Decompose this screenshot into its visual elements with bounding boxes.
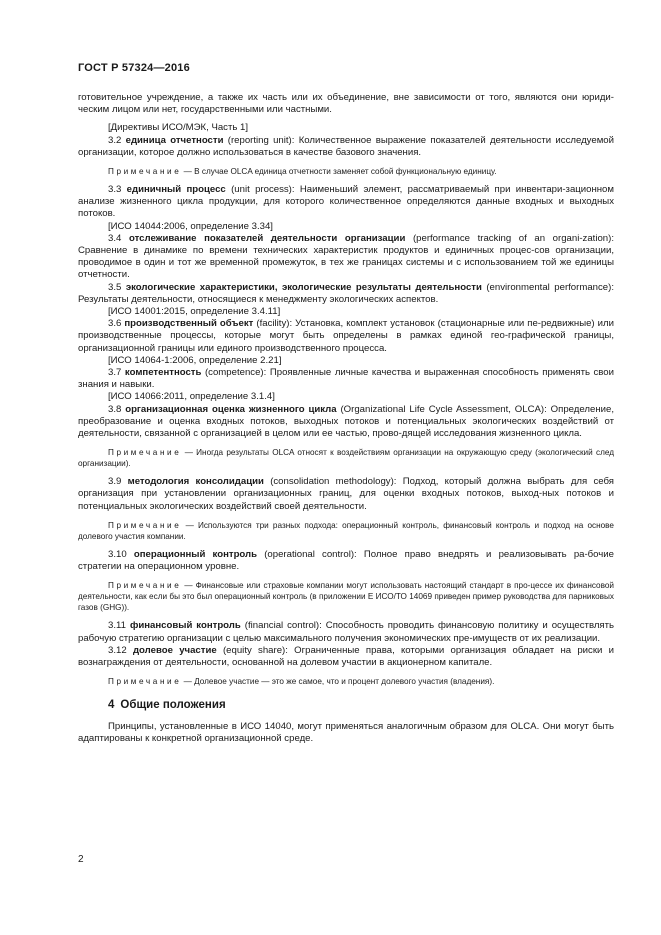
term-definition: Подход, который должна выбрать для себя организация при установлении организационных границ, для оценки входных потоков, выход-ных потоков и потенциальных экологических воздействий своей деятельности. (78, 476, 614, 512)
section-title: Общие положения (120, 699, 226, 712)
note-text: — Финансовые или страховые компании могут использовать настоящий стандарт в про-цессе их финансовой деятельности, как если бы это был операционный контроль (в приложении Е ИСО/ТО 14069 приведен пример руководства для парниковых газов (GHG)). (78, 581, 614, 613)
section-paragraph: Принципы, установленные в ИСО 14040, могут применяться аналогичным образом для OLCA. Они могут быть адаптированы к конкретной организационной среде. (78, 721, 614, 745)
note-label: Примечание (108, 581, 182, 591)
term-entry (78, 620, 614, 644)
term-definition: Установка, комплект установок (стационарные или пе-редвижные) или производственные процессы, которые могут быть определены в рамках единой гео-графической границы, организационной границы или единого производственного процесса. (78, 318, 614, 354)
page-number: 2 (78, 854, 84, 865)
reference-line: [Директивы ИСО/МЭК, Часть 1] (108, 122, 249, 134)
term-name: производственный объект (124, 318, 254, 330)
term-english: (Organizational Life Cycle Assessment, OLCA): (340, 403, 547, 415)
note-label: Примечание (108, 677, 182, 687)
term-entry (78, 404, 614, 441)
term-name: методология консолидации (127, 476, 264, 488)
term-definition: Полное право внедрять и реализовывать ра-бочие стратегии на операционном уровне. (78, 548, 614, 573)
term-number: 3.3 (108, 184, 122, 196)
term-entry (78, 233, 614, 282)
term-english: (operational control): (264, 548, 357, 560)
note-label: Примечание (108, 448, 182, 458)
term-definition: Способность проводить финансовую политику и осуществлять рабочую стратегию организации с целью максимального получения экономических пре-имуществ от их реализации. (78, 620, 615, 644)
term-number: 3.2 (108, 134, 122, 146)
term-number: 3.7 (108, 367, 122, 379)
term-name: экологические характеристики, экологические результаты деятельности (125, 281, 482, 293)
term-name: единичный процесс (126, 184, 226, 196)
term-entry (78, 476, 614, 513)
term-name: финансовый контроль (129, 620, 241, 632)
intro-paragraph: готовительное учреждение, а также их часть или их объединение, вне зависимости от того, являются они юриди-ческим лицом или нет, государственными или частными. (78, 92, 614, 116)
section-number: 4 (108, 699, 115, 712)
term-entry (78, 549, 614, 573)
document-body (78, 92, 614, 746)
reference-line: [ИСО 14001:2015, определение 3.4.11] (108, 306, 281, 318)
note (78, 676, 614, 687)
term-english: (reporting unit): (227, 134, 295, 146)
term-name: организационная оценка жизненного цикла (125, 403, 337, 415)
term-name: единица отчетности (125, 134, 224, 146)
term-entry (78, 645, 614, 669)
note (78, 580, 614, 613)
note-label: Примечание (108, 520, 182, 530)
note (78, 447, 614, 469)
note-text: — Долевое участие — это же самое, что и процент долевого участия (владения). (183, 677, 495, 687)
term-entry (78, 184, 614, 221)
term-definition: Определение, преобразование и оценка входных потоков, выходных потоков и потенциальных экологических воздействий от деятельности, связанной с организацией в целом или ее частью, прово-дящей исследования жизненного цикла. (78, 403, 614, 440)
term-entry (78, 282, 614, 306)
term-definition: Количественное выражение показателей деятельности исследуемой организации, которое должно использоваться в качестве базового значения. (78, 134, 614, 158)
term-definition: Ограниченные права, которыми организация обладает на риски и вознаграждения от деятельности, основанной на долевом участии в акционерном капитале. (78, 644, 615, 668)
reference-line: [ИСО 14044:2006, определение 3.34] (108, 220, 273, 232)
term-definition: Проявленные личные качества и выраженная способность применять свои знания и навыки. (78, 367, 614, 391)
note-text: — В случае OLCA единица отчетности заменяет собой функциональную единицу. (183, 167, 497, 177)
term-english: (competence): (204, 367, 267, 379)
term-number: 3.11 (108, 620, 126, 632)
note-text: — Иногда результаты OLCA относят к воздействиям организации на окружающую среду (экологический след организации). (78, 448, 614, 469)
term-definition: Наименьший элемент, рассматриваемый при инвентари-зационном анализе жизненного цикла продукции, для которого количественное определяются данные входных и выходных потоков. (78, 184, 614, 220)
note-text: — Используются три разных подхода: операционный контроль, финансовый контроль и подход на основе долевого участия компании. (78, 520, 614, 541)
term-english: (consolidation methodology): (270, 476, 397, 488)
note (78, 520, 614, 542)
term-english: (unit process): (231, 184, 295, 196)
term-english: (equity share): (222, 644, 288, 656)
note-label: Примечание (108, 167, 182, 177)
term-name: долевое участие (132, 644, 217, 656)
term-entry (78, 367, 614, 391)
term-number: 3.4 (108, 232, 122, 244)
term-english: (facility): (256, 318, 293, 330)
term-english: (performance tracking of an organi-zation): (412, 232, 614, 244)
term-definition: Результаты деятельности, относящиеся к менеджменту экологических аспектов. (78, 293, 439, 305)
reference-line: [ИСО 14064-1:2006, определение 2.21] (108, 354, 282, 366)
term-number: 3.8 (108, 403, 122, 415)
term-name: компетентность (124, 367, 202, 379)
term-name: отслеживание показателей деятельности организации (128, 232, 406, 244)
term-entry (78, 318, 614, 355)
section-heading (108, 699, 614, 711)
reference-line: [ИСО 14066:2011, определение 3.1.4] (108, 391, 275, 403)
term-number: 3.9 (108, 476, 122, 488)
term-english: (financial control): (244, 620, 322, 632)
note (78, 166, 614, 177)
term-number: 3.10 (108, 548, 127, 560)
term-number: 3.12 (108, 644, 127, 656)
term-definition: Сравнение в динамике по времени технических характеристик продуктов и единичных процес-сов организации, проводимое в один и тот же временной промежуток, в тех же границах системы и с использованием той же единицы отчетности. (78, 245, 614, 281)
term-number: 3.5 (108, 281, 122, 293)
term-number: 3.6 (108, 318, 122, 330)
term-name: операционный контроль (133, 548, 258, 560)
term-entry (78, 135, 614, 159)
document-header: ГОСТ Р 57324—2016 (78, 62, 190, 74)
term-english: (environmental performance): (486, 281, 614, 293)
